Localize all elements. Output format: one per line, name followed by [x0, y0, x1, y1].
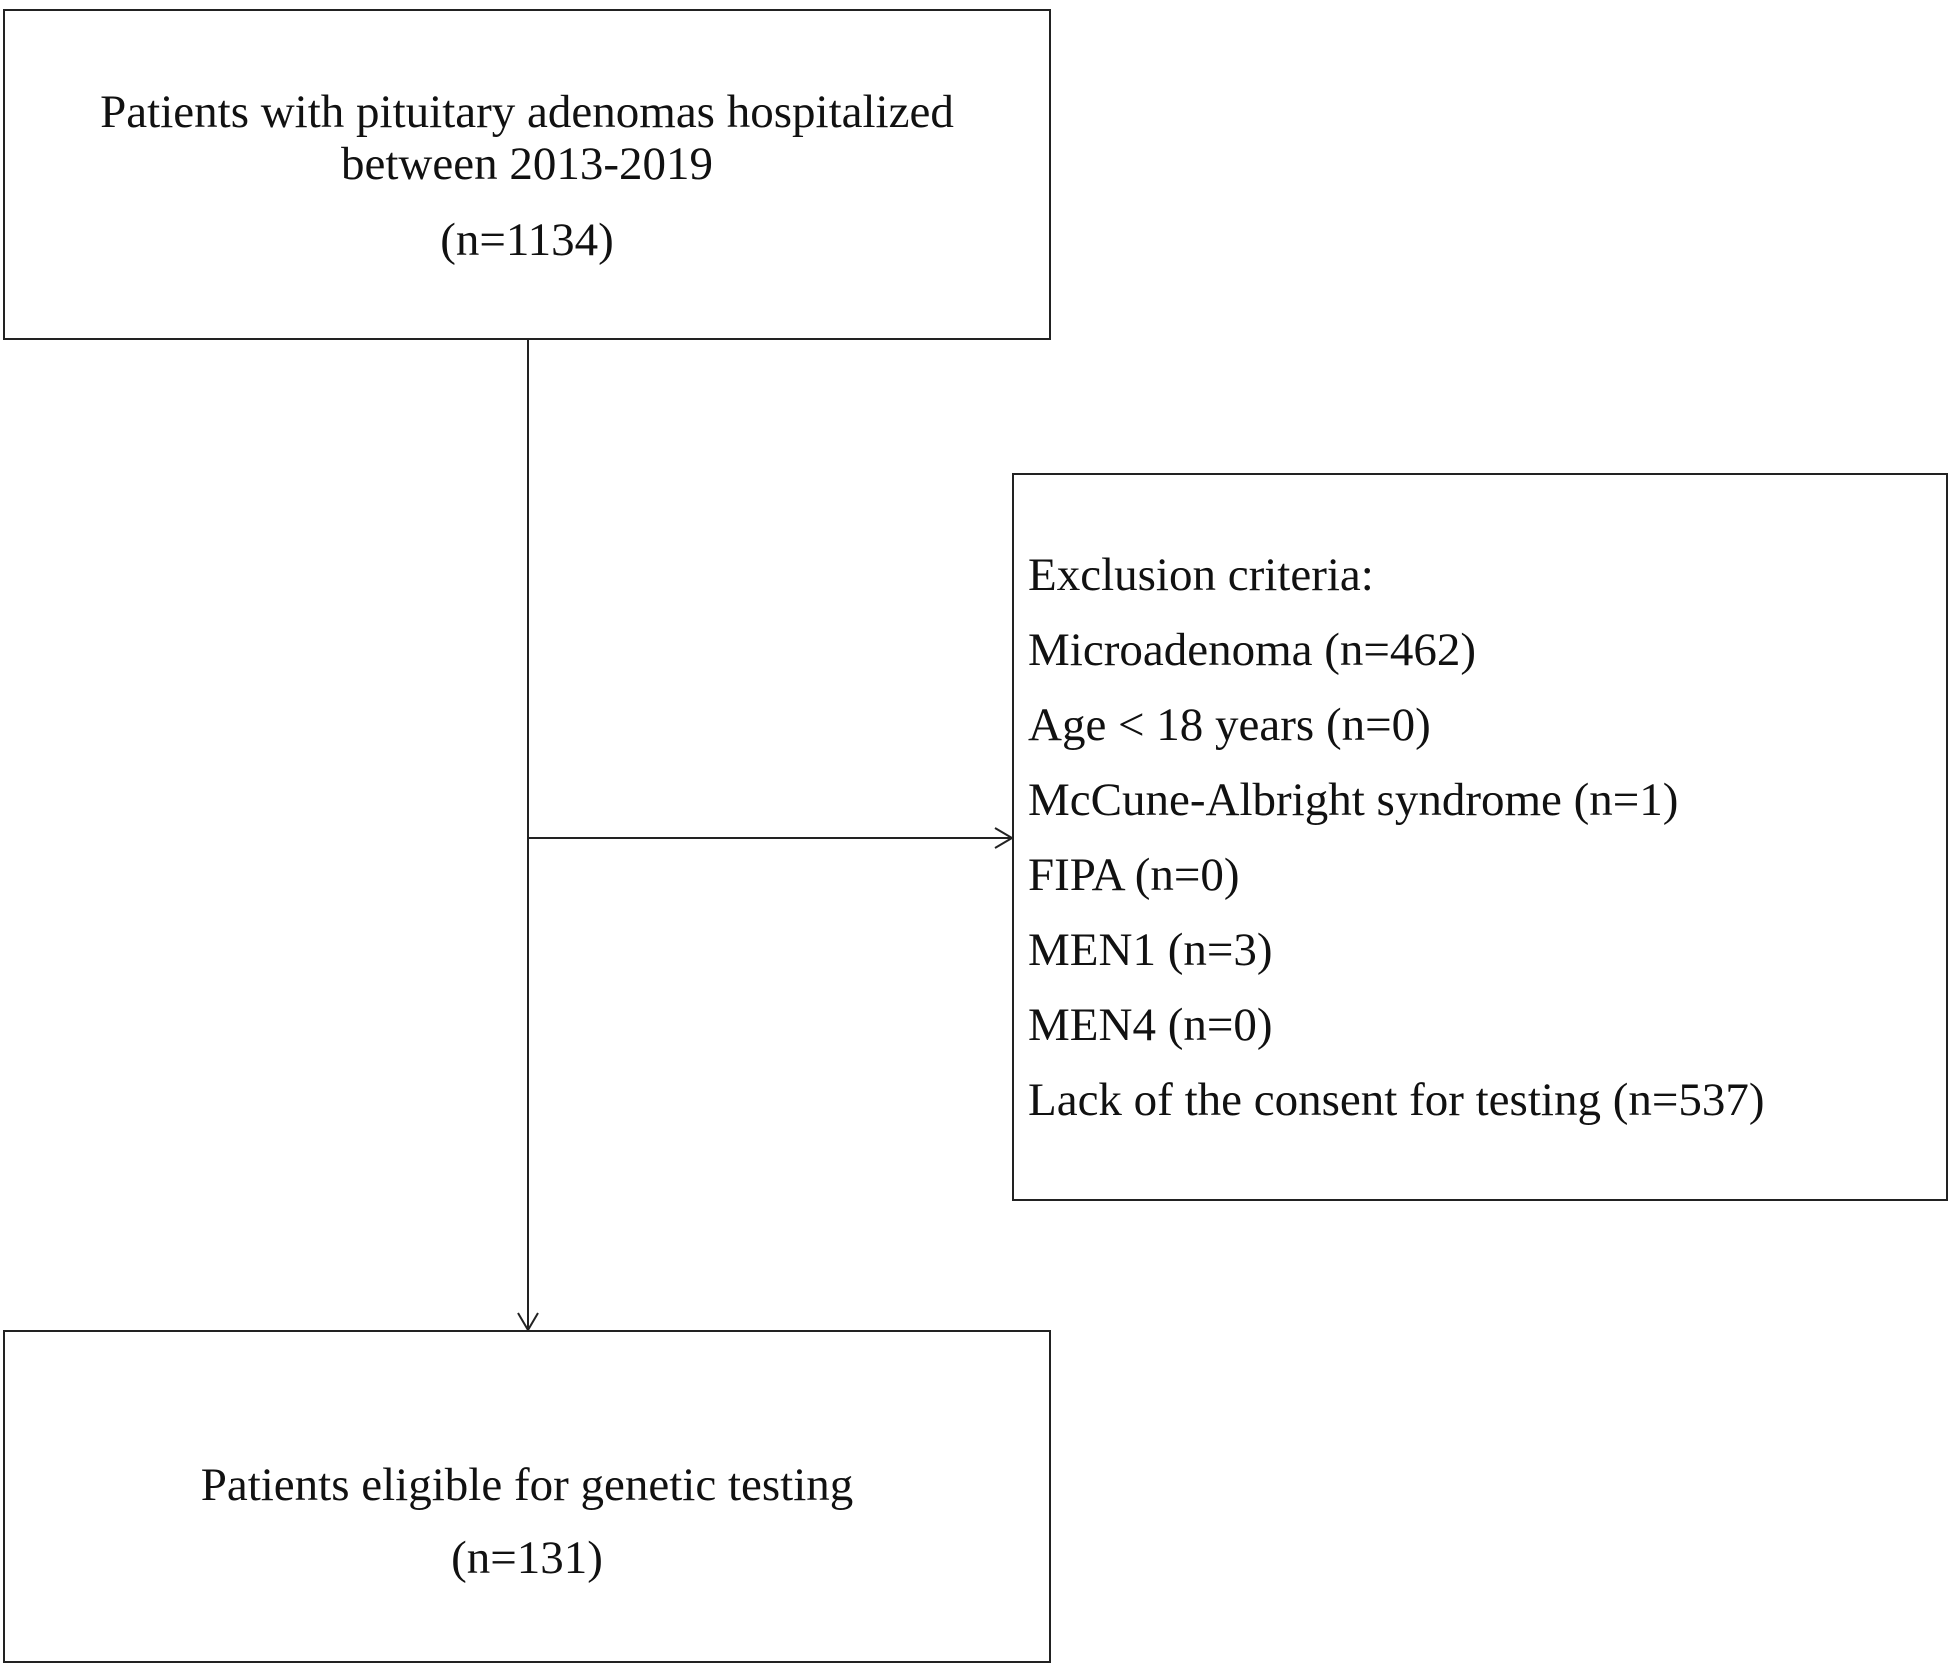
exclusion-item-mccune-albright: McCune-Albright syndrome (n=1) [1028, 774, 1679, 826]
eligible-box [3, 1330, 1051, 1663]
start-box-title: Patients with pituitary adenomas hospitalized between 2013-2019 [100, 86, 954, 190]
exclusion-box [1012, 473, 1948, 1201]
exclusion-item-fipa: FIPA (n=0) [1028, 849, 1240, 901]
start-box-count: (n=1134) [440, 214, 614, 266]
start-box [3, 9, 1051, 340]
exclusion-item-no-consent: Lack of the consent for testing (n=537) [1028, 1074, 1765, 1126]
exclusion-item-age: Age < 18 years (n=0) [1028, 699, 1431, 751]
eligible-box-title: Patients eligible for genetic testing [200, 1459, 854, 1511]
exclusion-item-microadenoma: Microadenoma (n=462) [1028, 624, 1477, 676]
exclusion-heading: Exclusion criteria: [1028, 549, 1374, 601]
exclusion-list [1028, 545, 1765, 1145]
exclusion-item-men1: MEN1 (n=3) [1028, 924, 1273, 976]
exclusion-item-men4: MEN4 (n=0) [1028, 999, 1273, 1051]
eligible-box-count: (n=131) [451, 1532, 603, 1584]
